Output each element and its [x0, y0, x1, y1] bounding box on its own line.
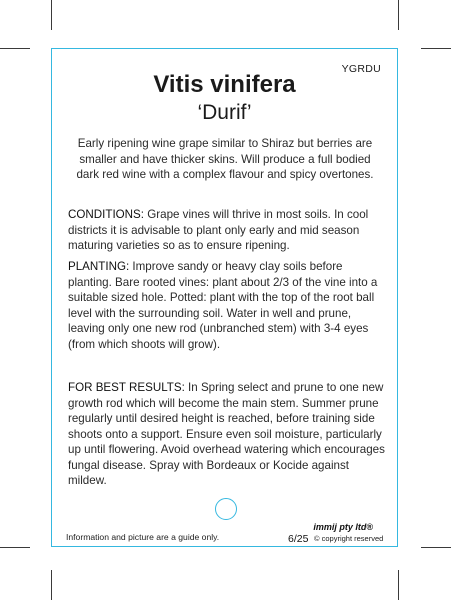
hang-hole-circle: [215, 498, 237, 520]
crop-mark-right-bottom: [421, 547, 451, 548]
crop-mark-left-bottom: [0, 547, 30, 548]
print-date: 6/25: [288, 533, 309, 545]
best-results-section: [68, 380, 386, 489]
conditions-heading: CONDITIONS:: [68, 208, 145, 221]
crop-mark-right-top: [421, 48, 451, 49]
crop-mark-top-right: [398, 0, 399, 30]
plant-label-card: [51, 48, 398, 547]
conditions-section: [68, 207, 386, 254]
description: Early ripening wine grape similar to Shiraz but berries are smaller and have thicker skins. Will produce a full bodied dark red wine with a complex flavour and spicy overtones.: [76, 137, 374, 181]
planting-heading: PLANTING:: [68, 260, 130, 273]
crop-mark-bottom-left: [51, 570, 52, 600]
brand-logo: immij pty ltd®: [313, 522, 373, 532]
copyright-notice: © copyright reserved: [314, 534, 384, 543]
conditions-text: Grape vines will thrive in most soils. In cool districts it is advisable to plant only early and mid season maturing varieties so as to ensure ripening.: [68, 208, 369, 252]
disclaimer: Information and picture are a guide only.: [66, 532, 220, 542]
cultivar-name: ‘Durif’: [197, 101, 252, 124]
crop-mark-bottom-right: [398, 570, 399, 600]
botanical-name: Vitis vinifera: [153, 71, 296, 98]
best-results-heading: FOR BEST RESULTS:: [68, 381, 185, 394]
best-results-text: In Spring select and prune to one new growth rod which will become the main stem. Summer prune regularly until desired height is reached, before training side shoots onto a support. Ensure even soil moisture, particularly up until flowering. Avoid overhead watering which encourages fungal disease. Spray with Bordeaux or Kocide against mildew.: [68, 381, 385, 487]
crop-mark-left-top: [0, 48, 30, 49]
planting-text: Improve sandy or heavy clay soils before planting. Bare rooted vines: plant about 2/3 of the vine into a suitable sized hole. Potted: plant with the top of the root ball level with the surrounding soil. Water in well and prune, leaving only one new rod (unbranched stem) with 3-4 eyes (from which shoots will grow).: [68, 260, 378, 351]
planting-section: [68, 259, 386, 352]
product-code: YGRDU: [341, 63, 381, 75]
crop-mark-top-left: [51, 0, 52, 30]
